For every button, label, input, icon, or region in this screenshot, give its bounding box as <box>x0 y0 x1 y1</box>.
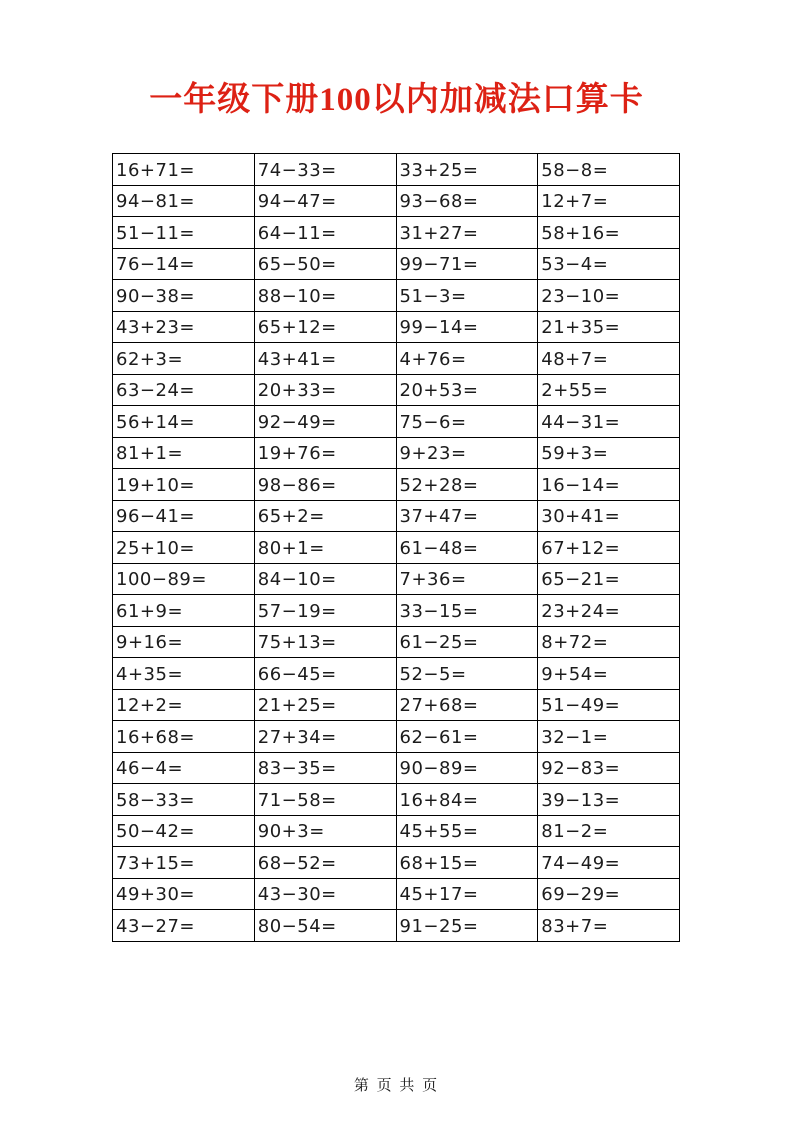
table-row <box>113 784 680 816</box>
problem-cell: 94−47= <box>254 185 396 217</box>
problem-cell: 68+15= <box>396 847 538 879</box>
problem-cell: 83−35= <box>254 752 396 784</box>
problem-cell: 74−49= <box>538 847 680 879</box>
problem-cell: 16+84= <box>396 784 538 816</box>
problem-cell: 33+25= <box>396 154 538 186</box>
table-row <box>113 626 680 658</box>
problem-cell: 56+14= <box>113 406 255 438</box>
table-row <box>113 154 680 186</box>
table-row <box>113 406 680 438</box>
table-row <box>113 248 680 280</box>
problem-cell: 23+24= <box>538 595 680 627</box>
table-row <box>113 815 680 847</box>
table-row <box>113 374 680 406</box>
problem-cell: 37+47= <box>396 500 538 532</box>
table-row <box>113 595 680 627</box>
problem-cell: 91−25= <box>396 910 538 942</box>
problem-cell: 51−3= <box>396 280 538 312</box>
problem-cell: 21+35= <box>538 311 680 343</box>
problem-cell: 32−1= <box>538 721 680 753</box>
problem-cell: 4+76= <box>396 343 538 375</box>
problem-cell: 16+68= <box>113 721 255 753</box>
problem-cell: 53−4= <box>538 248 680 280</box>
problem-cell: 33−15= <box>396 595 538 627</box>
page-title: 一年级下册100以内加减法口算卡 <box>149 82 644 118</box>
problem-cell: 74−33= <box>254 154 396 186</box>
problem-cell: 62+3= <box>113 343 255 375</box>
problem-cell: 93−68= <box>396 185 538 217</box>
problem-cell: 31+27= <box>396 217 538 249</box>
problem-cell: 76−14= <box>113 248 255 280</box>
problem-cell: 20+33= <box>254 374 396 406</box>
table-row <box>113 217 680 249</box>
problems-table <box>112 153 680 942</box>
problem-cell: 58−33= <box>113 784 255 816</box>
problem-cell: 73+15= <box>113 847 255 879</box>
problem-cell: 84−10= <box>254 563 396 595</box>
problem-cell: 12+2= <box>113 689 255 721</box>
problem-cell: 44−31= <box>538 406 680 438</box>
problem-cell: 50−42= <box>113 815 255 847</box>
problem-cell: 88−10= <box>254 280 396 312</box>
problem-cell: 52−5= <box>396 658 538 690</box>
table-row <box>113 343 680 375</box>
problem-cell: 21+25= <box>254 689 396 721</box>
problem-cell: 9+16= <box>113 626 255 658</box>
table-row <box>113 311 680 343</box>
problem-cell: 68−52= <box>254 847 396 879</box>
problem-cell: 51−49= <box>538 689 680 721</box>
problem-cell: 65+12= <box>254 311 396 343</box>
problem-cell: 100−89= <box>113 563 255 595</box>
problem-cell: 12+7= <box>538 185 680 217</box>
problem-cell: 81−2= <box>538 815 680 847</box>
problem-cell: 75+13= <box>254 626 396 658</box>
problem-cell: 80+1= <box>254 532 396 564</box>
table-row <box>113 910 680 942</box>
problem-cell: 51−11= <box>113 217 255 249</box>
table-row <box>113 437 680 469</box>
table-row <box>113 500 680 532</box>
problem-cell: 7+36= <box>396 563 538 595</box>
problem-cell: 49+30= <box>113 878 255 910</box>
problem-cell: 52+28= <box>396 469 538 501</box>
table-row <box>113 689 680 721</box>
problem-cell: 43−30= <box>254 878 396 910</box>
problem-cell: 59+3= <box>538 437 680 469</box>
problem-cell: 20+53= <box>396 374 538 406</box>
problem-cell: 98−86= <box>254 469 396 501</box>
problem-cell: 57−19= <box>254 595 396 627</box>
problem-cell: 99−14= <box>396 311 538 343</box>
problems-table-body <box>113 154 680 942</box>
problem-cell: 71−58= <box>254 784 396 816</box>
problem-cell: 30+41= <box>538 500 680 532</box>
problem-cell: 48+7= <box>538 343 680 375</box>
problem-cell: 81+1= <box>113 437 255 469</box>
problem-cell: 69−29= <box>538 878 680 910</box>
table-row <box>113 563 680 595</box>
problem-cell: 39−13= <box>538 784 680 816</box>
problem-cell: 25+10= <box>113 532 255 564</box>
problem-cell: 61−48= <box>396 532 538 564</box>
problem-cell: 9+23= <box>396 437 538 469</box>
problem-cell: 61−25= <box>396 626 538 658</box>
problem-cell: 66−45= <box>254 658 396 690</box>
problem-cell: 61+9= <box>113 595 255 627</box>
problem-cell: 90+3= <box>254 815 396 847</box>
problem-cell: 65−50= <box>254 248 396 280</box>
problem-cell: 8+72= <box>538 626 680 658</box>
problem-cell: 58+16= <box>538 217 680 249</box>
table-row <box>113 721 680 753</box>
problem-cell: 67+12= <box>538 532 680 564</box>
problem-cell: 45+17= <box>396 878 538 910</box>
problem-cell: 43+41= <box>254 343 396 375</box>
problem-cell: 19+76= <box>254 437 396 469</box>
problem-cell: 27+68= <box>396 689 538 721</box>
problem-cell: 46−4= <box>113 752 255 784</box>
problem-cell: 45+55= <box>396 815 538 847</box>
problem-cell: 43−27= <box>113 910 255 942</box>
table-row <box>113 280 680 312</box>
problem-cell: 90−38= <box>113 280 255 312</box>
table-row <box>113 469 680 501</box>
problem-cell: 92−49= <box>254 406 396 438</box>
problem-cell: 92−83= <box>538 752 680 784</box>
problem-cell: 4+35= <box>113 658 255 690</box>
page-footer: 第 页 共 页 <box>353 1078 440 1094</box>
problem-cell: 99−71= <box>396 248 538 280</box>
problem-cell: 94−81= <box>113 185 255 217</box>
problem-cell: 75−6= <box>396 406 538 438</box>
problem-cell: 62−61= <box>396 721 538 753</box>
problem-cell: 96−41= <box>113 500 255 532</box>
problem-cell: 16+71= <box>113 154 255 186</box>
table-row <box>113 752 680 784</box>
problem-cell: 58−8= <box>538 154 680 186</box>
problem-cell: 63−24= <box>113 374 255 406</box>
problem-cell: 90−89= <box>396 752 538 784</box>
problem-cell: 2+55= <box>538 374 680 406</box>
table-row <box>113 878 680 910</box>
problem-cell: 23−10= <box>538 280 680 312</box>
problem-cell: 19+10= <box>113 469 255 501</box>
problem-cell: 27+34= <box>254 721 396 753</box>
problem-cell: 64−11= <box>254 217 396 249</box>
table-row <box>113 532 680 564</box>
table-row <box>113 185 680 217</box>
problem-cell: 9+54= <box>538 658 680 690</box>
table-row <box>113 658 680 690</box>
table-row <box>113 847 680 879</box>
problem-cell: 16−14= <box>538 469 680 501</box>
problem-cell: 43+23= <box>113 311 255 343</box>
problem-cell: 80−54= <box>254 910 396 942</box>
problem-cell: 83+7= <box>538 910 680 942</box>
problem-cell: 65+2= <box>254 500 396 532</box>
problem-cell: 65−21= <box>538 563 680 595</box>
